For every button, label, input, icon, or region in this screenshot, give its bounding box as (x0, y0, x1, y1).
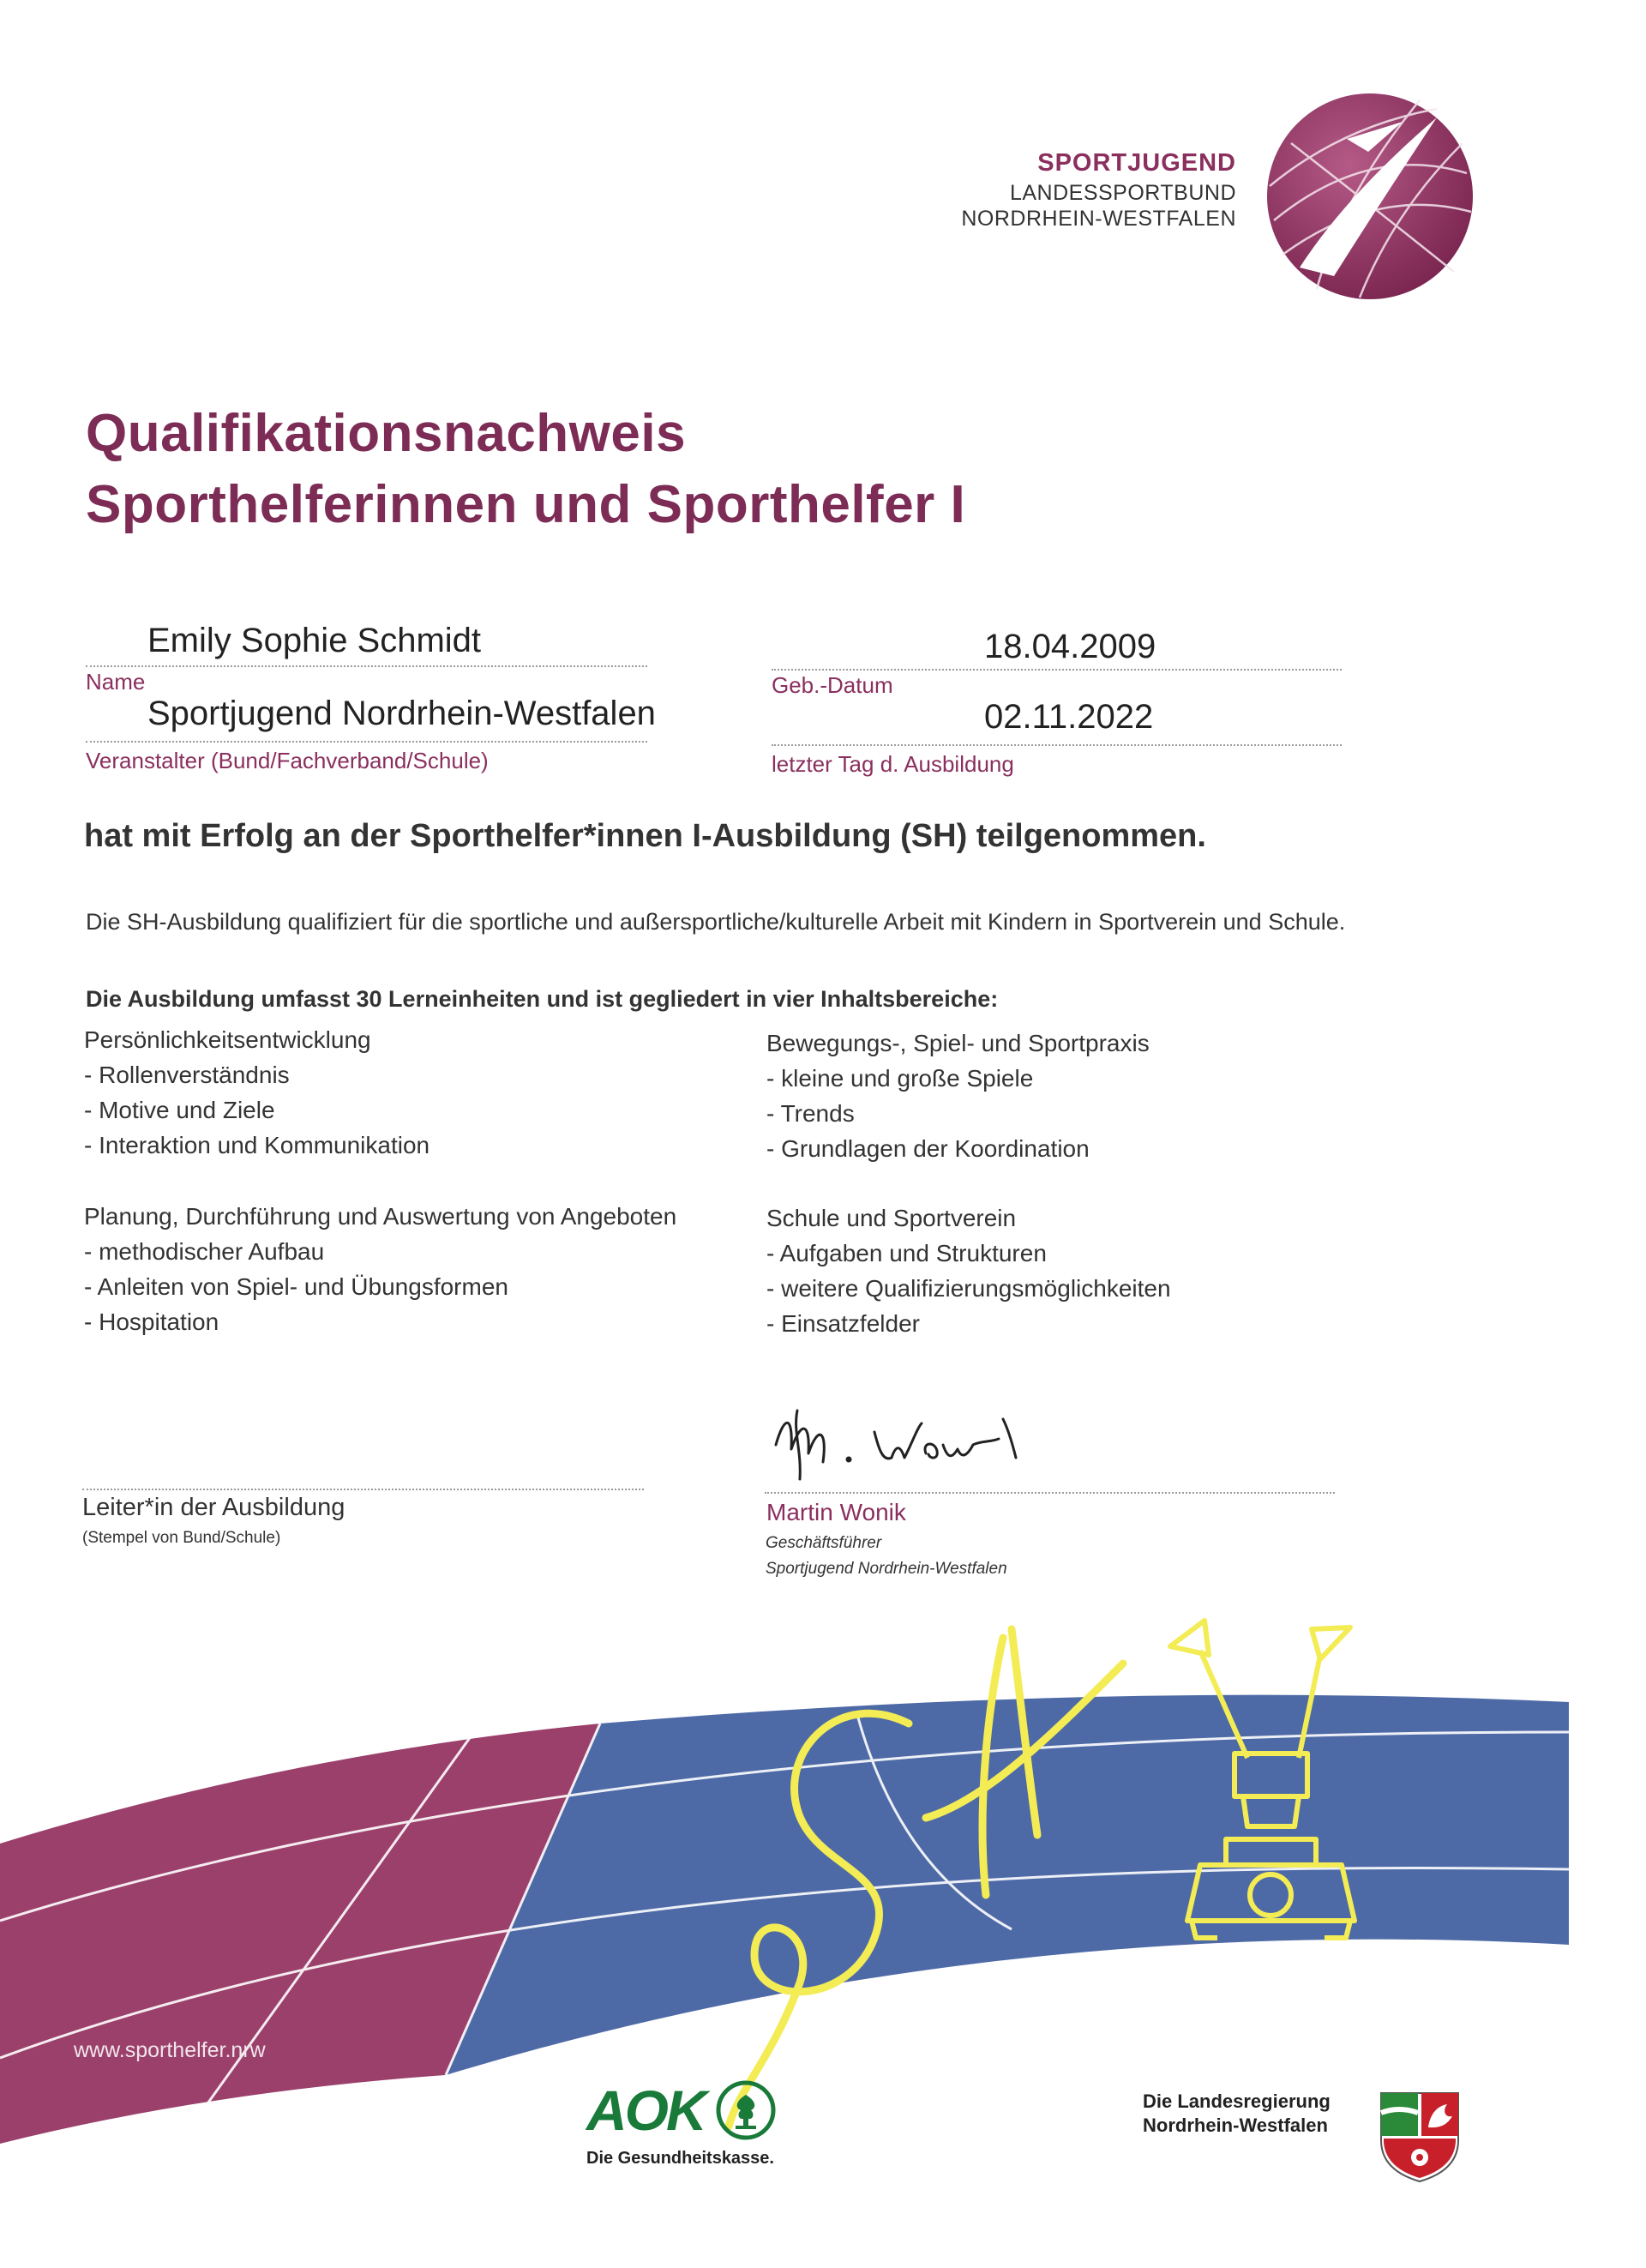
director-organization: Sportjugend Nordrhein-Westfalen (766, 1560, 1007, 1578)
list-item: - methodischer Aufbau (84, 1238, 325, 1265)
list-item: - Aufgaben und Strukturen (766, 1240, 1047, 1266)
last-day-value: 02.11.2022 (984, 698, 1154, 736)
org-name: SPORTJUGEND (1037, 149, 1236, 177)
list-item: - weitere Qualifizierungsmöglichkeiten (766, 1275, 1171, 1302)
area-school (766, 1200, 1171, 1341)
leader-label: Leiter*in der Ausbildung (82, 1494, 345, 1521)
area-planning (84, 1199, 676, 1339)
organizer-value: Sportjugend Nordrhein-Westfalen (147, 695, 656, 732)
birthdate-value: 18.04.2009 (984, 628, 1156, 665)
area-movement (766, 1026, 1150, 1166)
list-item: - Motive und Ziele (84, 1097, 275, 1123)
list-item: - Grundlagen der Koordination (766, 1135, 1090, 1162)
birthdate-line (772, 669, 1342, 671)
area-school-heading: Schule und Sportverein (766, 1205, 1017, 1231)
last-day-label: letzter Tag d. Ausbildung (772, 751, 1014, 777)
list-item: - Rollenverständnis (84, 1062, 290, 1088)
header-organization (961, 151, 1236, 230)
website-link[interactable]: www.sporthelfer.nrw (74, 2038, 266, 2062)
organizer-label: Veranstalter (Bund/Fachverband/Schule) (86, 748, 489, 773)
area-personality (84, 1022, 430, 1163)
director-role: Geschäftsführer (766, 1534, 882, 1552)
name-label: Name (86, 669, 146, 695)
success-statement: hat mit Erfolg an der Sporthelfer*innen I-Ausbildung (SH) teilgenommen. (84, 818, 1206, 854)
aok-wordmark: AOK (586, 2078, 705, 2142)
aok-tree-icon (715, 2079, 777, 2141)
document-title-line1: Qualifikationsnachweis (86, 404, 687, 463)
director-signature-line (765, 1492, 1335, 1494)
leader-signature-line (82, 1489, 644, 1490)
aok-tagline: Die Gesundheitskasse. (586, 2149, 774, 2168)
sportjugend-ball-logo-icon (1265, 92, 1475, 302)
name-value: Emily Sophie Schmidt (147, 622, 482, 659)
government-line1: Die Landesregierung (1143, 2091, 1331, 2112)
stamp-note: (Stempel von Bund/Schule) (82, 1529, 281, 1547)
list-item: - Hospitation (84, 1308, 219, 1335)
list-item: - Trends (766, 1100, 855, 1127)
org-subtitle-2: NORDRHEIN-WESTFALEN (961, 207, 1236, 231)
director-name: Martin Wonik (766, 1499, 906, 1525)
aok-logo (586, 2078, 777, 2143)
area-planning-heading: Planung, Durchführung und Auswertung von Angeboten (84, 1203, 677, 1230)
document-title-line2: Sporthelferinnen und Sporthelfer I (86, 475, 966, 534)
government-line2: Nordrhein-Westfalen (1143, 2115, 1328, 2136)
list-item: - Einsatzfelder (766, 1310, 920, 1337)
scope-heading: Die Ausbildung umfasst 30 Lerneinheiten und ist gegliedert in vier Inhaltsbereiche: (86, 986, 999, 1012)
list-item: - Anleiten von Spiel- und Übungsformen (84, 1273, 508, 1300)
area-personality-heading: Persönlichkeitsentwicklung (84, 1026, 371, 1053)
list-item: - kleine und große Spiele (766, 1065, 1034, 1092)
area-movement-heading: Bewegungs-, Spiel- und Sportpraxis (766, 1030, 1150, 1056)
last-day-line (772, 744, 1342, 746)
birthdate-label: Geb.-Datum (772, 672, 893, 698)
list-item: - Interaktion und Kommunikation (84, 1132, 430, 1158)
org-subtitle-1: LANDESSPORTBUND (1009, 181, 1236, 205)
handwritten-signature (767, 1398, 1050, 1488)
qualification-text: Die SH-Ausbildung qualifiziert für die sportliche und außersportliche/kulturelle Arbeit mit Kindern in Sportverein und Schule. (86, 909, 1346, 935)
nrw-coat-of-arms-icon (1377, 2089, 1463, 2183)
name-line (86, 665, 647, 667)
organizer-line (86, 741, 647, 743)
